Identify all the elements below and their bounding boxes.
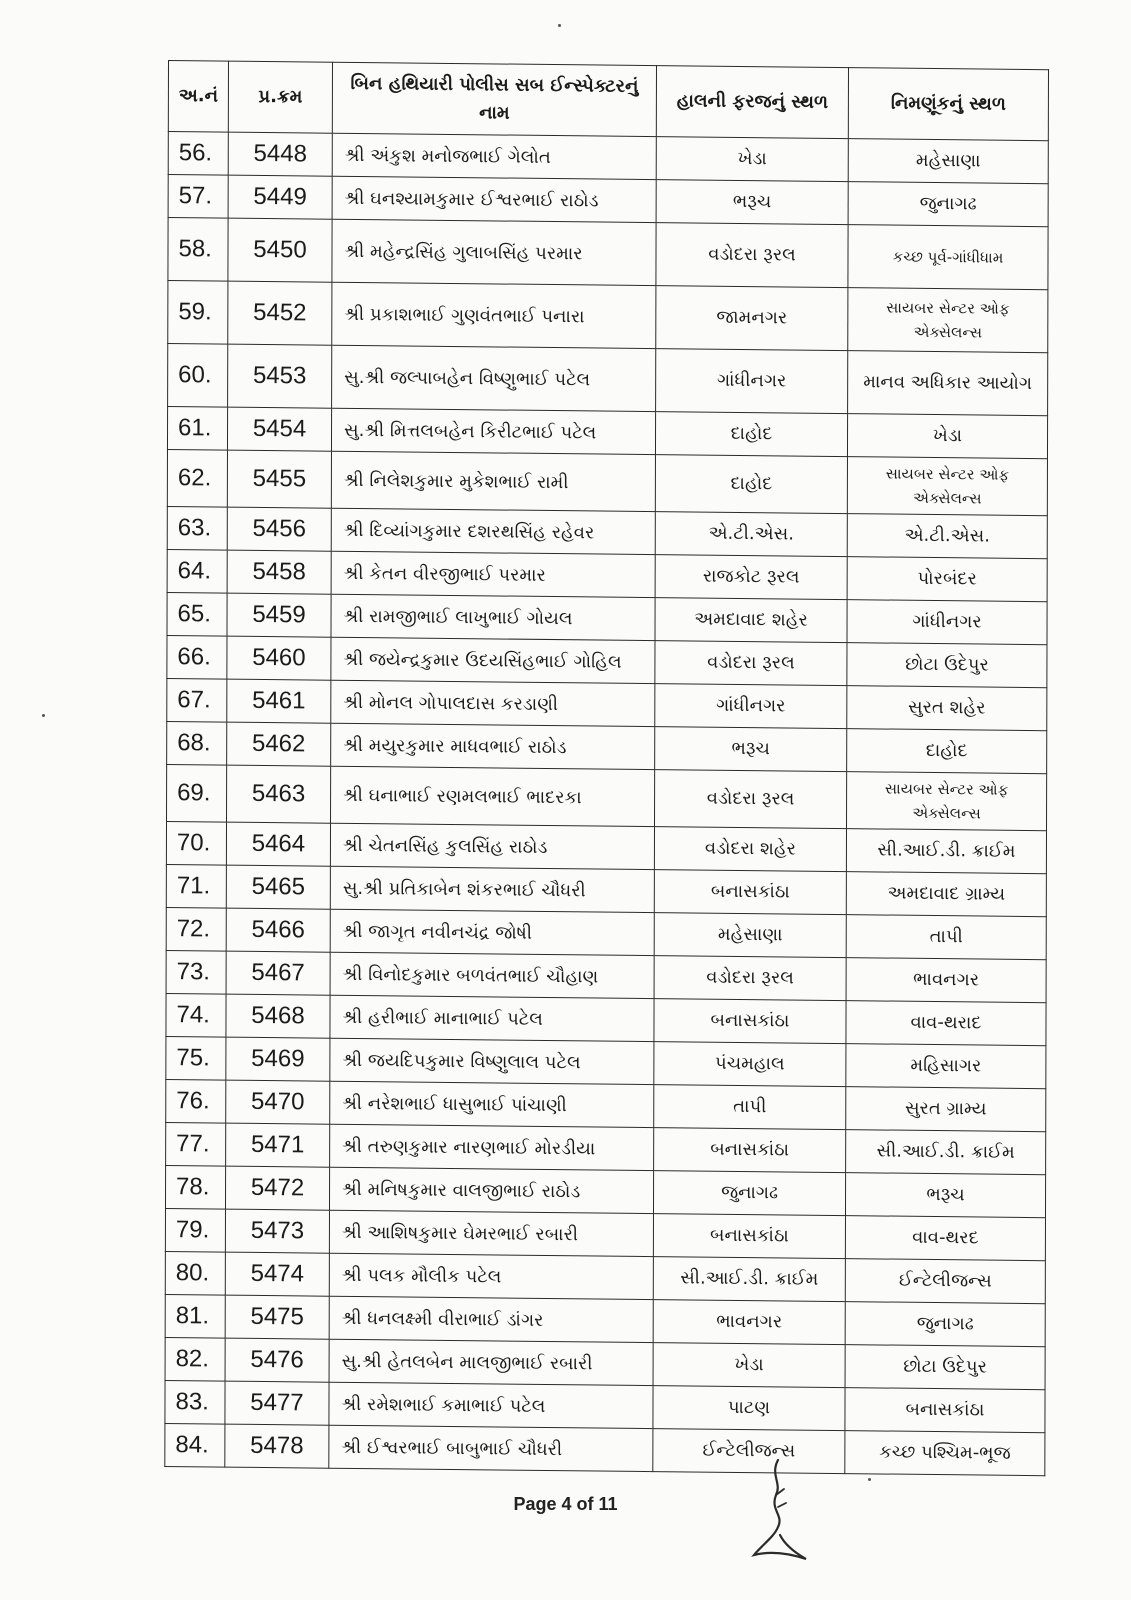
rank-no-cell: 5448	[228, 132, 332, 176]
appointment-place-cell: માનવ અધિકાર આયોગ	[848, 351, 1048, 416]
serial-cell: 82.	[165, 1337, 225, 1381]
officer-name-cell: શ્રી ચેતનસિંહ કુલસિંહ રાઠોડ	[330, 823, 654, 869]
officer-name-cell: સુ.શ્રી મિત્તલબહેન કિરીટભાઈ પટેલ	[331, 408, 655, 454]
header-current-posting: હાલની ફરજનું સ્થળ	[656, 66, 848, 139]
current-posting-cell: ભાવનગર	[653, 1300, 845, 1345]
current-posting-cell: વડોદરા રૂરલ	[655, 641, 847, 686]
officer-name-cell: શ્રી અંકુશ મનોજભાઈ ગેલોત	[332, 133, 656, 179]
current-posting-cell: ખેડા	[653, 1343, 845, 1388]
rank-no-cell: 5458	[227, 550, 331, 594]
appointment-place-cell: છોટા ઉદેપુર	[847, 643, 1047, 688]
officer-name-cell: શ્રી નિલેશકુમાર મુકેશભાઈ રામી	[331, 451, 655, 511]
current-posting-cell: બનાસકાંઠા	[654, 1128, 846, 1173]
rank-no-cell: 5453	[228, 344, 332, 408]
serial-cell: 62.	[167, 449, 227, 507]
officer-name-cell: શ્રી જાગૃત નવીનચંદ્ર જોષી	[330, 909, 654, 955]
serial-cell: 66.	[167, 635, 227, 679]
officer-name-cell: શ્રી પલક મૌલીક પટેલ	[329, 1253, 653, 1299]
transfer-list-sheet	[164, 60, 1048, 1476]
current-posting-cell: વડોદરા રૂરલ	[654, 956, 846, 1001]
appointment-place-cell: કચ્છ પૂર્વ-ગાંધીધામ	[848, 225, 1048, 290]
current-posting-cell: મહેસાણા	[654, 913, 846, 958]
table-row	[167, 764, 1047, 830]
rank-no-cell: 5463	[227, 765, 331, 823]
current-posting-cell: બનાસકાંઠા	[654, 870, 846, 915]
rank-no-cell: 5478	[225, 1424, 329, 1468]
appointment-place-cell: મહેસાણા	[848, 139, 1048, 184]
table-row	[168, 280, 1048, 352]
serial-cell: 56.	[168, 132, 228, 176]
current-posting-cell: બનાસકાંઠા	[653, 1214, 845, 1259]
table-row	[168, 218, 1048, 290]
rank-no-cell: 5450	[228, 218, 332, 282]
table-row	[168, 343, 1048, 415]
appointment-place-cell: દાહોદ	[847, 729, 1047, 774]
current-posting-cell: ભરૂચ	[655, 727, 847, 772]
officer-name-cell: શ્રી આશિષકુમાર ઘેમરભાઈ રબારી	[329, 1210, 653, 1256]
serial-cell: 84.	[165, 1423, 225, 1467]
rank-no-cell: 5456	[227, 507, 331, 551]
rank-no-cell: 5461	[227, 679, 331, 723]
officer-name-cell: સુ.શ્રી હેતલબેન માલજીભાઈ રબારી	[329, 1339, 653, 1385]
rank-no-cell: 5452	[228, 281, 332, 345]
current-posting-cell: જામનગર	[656, 286, 848, 351]
rank-no-cell: 5476	[225, 1338, 329, 1382]
rank-no-cell: 5466	[226, 908, 330, 952]
rank-no-cell: 5455	[227, 450, 331, 508]
serial-cell: 61.	[167, 406, 227, 450]
officer-name-cell: શ્રી ઈશ્વરભાઈ બાબુભાઈ ચૌધરી	[329, 1425, 653, 1471]
rank-no-cell: 5467	[226, 951, 330, 995]
appointment-place-cell: ભરૂચ	[845, 1173, 1045, 1218]
table-header-row	[168, 61, 1048, 141]
appointment-place-cell: છોટા ઉદેપુર	[845, 1345, 1045, 1390]
rank-no-cell: 5474	[225, 1252, 329, 1296]
appointment-place-cell: સી.આઈ.ડી. ક્રાઈમ	[846, 829, 1046, 874]
serial-cell: 80.	[165, 1251, 225, 1295]
appointment-place-cell: જુનાગઢ	[845, 1302, 1045, 1347]
serial-cell: 78.	[165, 1165, 225, 1209]
appointment-place-cell: તાપી	[846, 915, 1046, 960]
serial-cell: 73.	[166, 950, 226, 994]
officer-name-cell: સુ.શ્રી પ્રતિકાબેન શંકરભાઈ ચૌધરી	[330, 866, 654, 912]
serial-cell: 67.	[167, 678, 227, 722]
serial-cell: 69.	[167, 764, 227, 822]
current-posting-cell: બનાસકાંઠા	[654, 999, 846, 1044]
appointment-place-cell: વાવ-થરદ	[845, 1216, 1045, 1261]
page-number: Page 4 of 11	[513, 1494, 618, 1514]
serial-cell: 75.	[166, 1036, 226, 1080]
appointment-place-cell: સુરત ગ્રામ્ય	[846, 1087, 1046, 1132]
current-posting-cell: વડોદરા રૂરલ	[656, 223, 848, 288]
rank-no-cell: 5454	[227, 407, 331, 451]
rank-no-cell: 5459	[227, 593, 331, 637]
rank-no-cell: 5472	[225, 1166, 329, 1210]
officer-name-cell: શ્રી વિનોદકુમાર બળવંતભાઈ ચૌહાણ	[330, 952, 654, 998]
appointment-place-cell: ઈન્ટેલીજન્સ	[845, 1259, 1045, 1304]
scan-speck	[42, 714, 45, 717]
header-serial: અ.નં	[168, 61, 228, 133]
appointment-place-cell: ભાવનગર	[846, 958, 1046, 1003]
serial-cell: 83.	[165, 1380, 225, 1424]
officer-name-cell: શ્રી હરીભાઈ માનાભાઈ પટેલ	[330, 995, 654, 1041]
officer-name-cell: શ્રી દિવ્યાંગકુમાર દશરથસિંહ રહેવર	[331, 508, 655, 554]
officer-name-cell: શ્રી ઘનશ્યામકુમાર ઈશ્વરભાઈ રાઠોડ	[332, 176, 656, 222]
current-posting-cell: જુનાગઢ	[653, 1171, 845, 1216]
serial-cell: 65.	[167, 592, 227, 636]
current-posting-cell: અમદાવાદ શહેર	[655, 598, 847, 643]
current-posting-cell: દાહોદ	[655, 412, 847, 457]
appointment-place-cell: સુરત શહેર	[847, 686, 1047, 731]
rank-no-cell: 5465	[226, 865, 330, 909]
appointment-place-cell: અમદાવાદ ગ્રામ્ય	[846, 872, 1046, 917]
appointment-place-cell: જુનાગઢ	[848, 182, 1048, 227]
serial-cell: 71.	[166, 864, 226, 908]
serial-cell: 81.	[165, 1294, 225, 1338]
current-posting-cell: ગાંધીનગર	[656, 349, 848, 414]
rank-no-cell: 5469	[226, 1037, 330, 1081]
serial-cell: 77.	[166, 1122, 226, 1166]
current-posting-cell: સી.આઈ.ડી. ક્રાઈમ	[653, 1257, 845, 1302]
appointment-place-cell: મહિસાગર	[846, 1044, 1046, 1089]
rank-no-cell: 5471	[226, 1123, 330, 1167]
current-posting-cell: દાહોદ	[655, 455, 847, 514]
appointment-place-cell: સાયબર સેન્ટર ઓફ એક્સેલન્સ	[848, 288, 1048, 353]
appointment-place-cell: બનાસકાંઠા	[845, 1388, 1045, 1433]
current-posting-cell: વડોદરા રૂરલ	[655, 770, 847, 829]
table-row	[167, 449, 1047, 515]
table-row	[165, 1423, 1045, 1475]
serial-cell: 57.	[168, 175, 228, 219]
serial-cell: 60.	[168, 343, 228, 407]
officer-name-cell: શ્રી મોનલ ગોપાલદાસ કરડાણી	[331, 680, 655, 726]
rank-no-cell: 5477	[225, 1381, 329, 1425]
table-body	[165, 132, 1048, 1476]
current-posting-cell: રાજકોટ રૂરલ	[655, 555, 847, 600]
current-posting-cell: વડોદરા શહેર	[654, 827, 846, 872]
rank-no-cell: 5473	[225, 1209, 329, 1253]
current-posting-cell: એ.ટી.એસ.	[655, 512, 847, 557]
current-posting-cell: પંચમહાલ	[654, 1042, 846, 1087]
current-posting-cell: ઈન્ટેલીજન્સ	[653, 1429, 845, 1474]
rank-no-cell: 5460	[227, 636, 331, 680]
officer-name-cell: શ્રી કેતન વીરજીભાઈ પરમાર	[331, 551, 655, 597]
officer-name-cell: શ્રી ધનલક્ષ્મી વીરાભાઈ ડાંગર	[329, 1296, 653, 1342]
officer-name-cell: શ્રી રામજીભાઈ લાખુભાઈ ગોયલ	[331, 594, 655, 640]
header-rank-no: પ્ર.ક્રમ	[228, 61, 332, 133]
header-appointment-place: નિમણૂંકનું સ્થળ	[848, 68, 1048, 141]
officer-name-cell: શ્રી ઘનાભાઈ રણમલભાઈ ભાદરકા	[331, 766, 655, 826]
rank-no-cell: 5464	[226, 822, 330, 866]
officer-name-cell: શ્રી નરેશભાઈ ધાસુભાઈ પાંચાણી	[330, 1081, 654, 1127]
scan-speck	[868, 1478, 871, 1481]
appointment-place-cell: સાયબર સેન્ટર ઓફ એક્સેલન્સ	[847, 457, 1047, 516]
header-name: બિન હથિયારી પોલીસ સબ ઈન્સ્પેક્ટરનું નામ	[332, 62, 656, 136]
officer-name-cell: શ્રી મયુરકુમાર માધવભાઈ રાઠોડ	[331, 723, 655, 769]
appointment-place-cell: વાવ-થરાદ	[846, 1001, 1046, 1046]
appointment-place-cell: એ.ટી.એસ.	[847, 514, 1047, 559]
rank-no-cell: 5462	[227, 722, 331, 766]
rank-no-cell: 5468	[226, 994, 330, 1038]
serial-cell: 70.	[166, 821, 226, 865]
appointment-place-cell: પોરબંદર	[847, 557, 1047, 602]
serial-cell: 59.	[168, 280, 228, 344]
current-posting-cell: તાપી	[654, 1085, 846, 1130]
current-posting-cell: પાટણ	[653, 1386, 845, 1431]
officer-name-cell: શ્રી જયેન્દ્રકુમાર ઉદયસિંહભાઈ ગોહિલ	[331, 637, 655, 683]
serial-cell: 64.	[167, 549, 227, 593]
officer-name-cell: શ્રી પ્રકાશભાઈ ગુણવંતભાઈ પનારા	[332, 282, 656, 348]
rank-no-cell: 5475	[225, 1295, 329, 1339]
scan-speck	[558, 24, 561, 27]
serial-cell: 72.	[166, 907, 226, 951]
appointment-place-cell: ગાંધીનગર	[847, 600, 1047, 645]
rank-no-cell: 5449	[228, 175, 332, 219]
officer-name-cell: શ્રી મહેન્દ્રસિંહ ગુલાબસિંહ પરમાર	[332, 219, 656, 285]
current-posting-cell: ભરૂચ	[656, 180, 848, 225]
serial-cell: 68.	[167, 721, 227, 765]
appointment-place-cell: ખેડા	[847, 414, 1047, 459]
serial-cell: 79.	[165, 1208, 225, 1252]
officer-name-cell: શ્રી મનિષકુમાર વાલજીભાઈ રાઠોડ	[329, 1167, 653, 1213]
officer-name-cell: સુ.શ્રી જલ્પાબહેન વિષ્ણુભાઈ પટેલ	[332, 345, 656, 411]
officer-name-cell: શ્રી જયદિપકુમાર વિષ્ણુલાલ પટેલ	[330, 1038, 654, 1084]
current-posting-cell: ગાંધીનગર	[655, 684, 847, 729]
officer-name-cell: શ્રી તરુણકુમાર નારણભાઈ મોરડીયા	[330, 1124, 654, 1170]
rank-no-cell: 5470	[226, 1080, 330, 1124]
transfer-table	[164, 60, 1049, 1476]
appointment-place-cell: સી.આઈ.ડી. ક્રાઈમ	[846, 1130, 1046, 1175]
current-posting-cell: ખેડા	[656, 137, 848, 182]
appointment-place-cell: કચ્છ પશ્ચિમ-ભૂજ	[845, 1431, 1045, 1476]
serial-cell: 76.	[166, 1079, 226, 1123]
serial-cell: 63.	[167, 506, 227, 550]
serial-cell: 58.	[168, 218, 228, 282]
appointment-place-cell: સાયબર સેન્ટર ઓફ એક્સેલન્સ	[847, 772, 1047, 831]
serial-cell: 74.	[166, 993, 226, 1037]
officer-name-cell: શ્રી રમેશભાઈ કમાભાઈ પટેલ	[329, 1382, 653, 1428]
